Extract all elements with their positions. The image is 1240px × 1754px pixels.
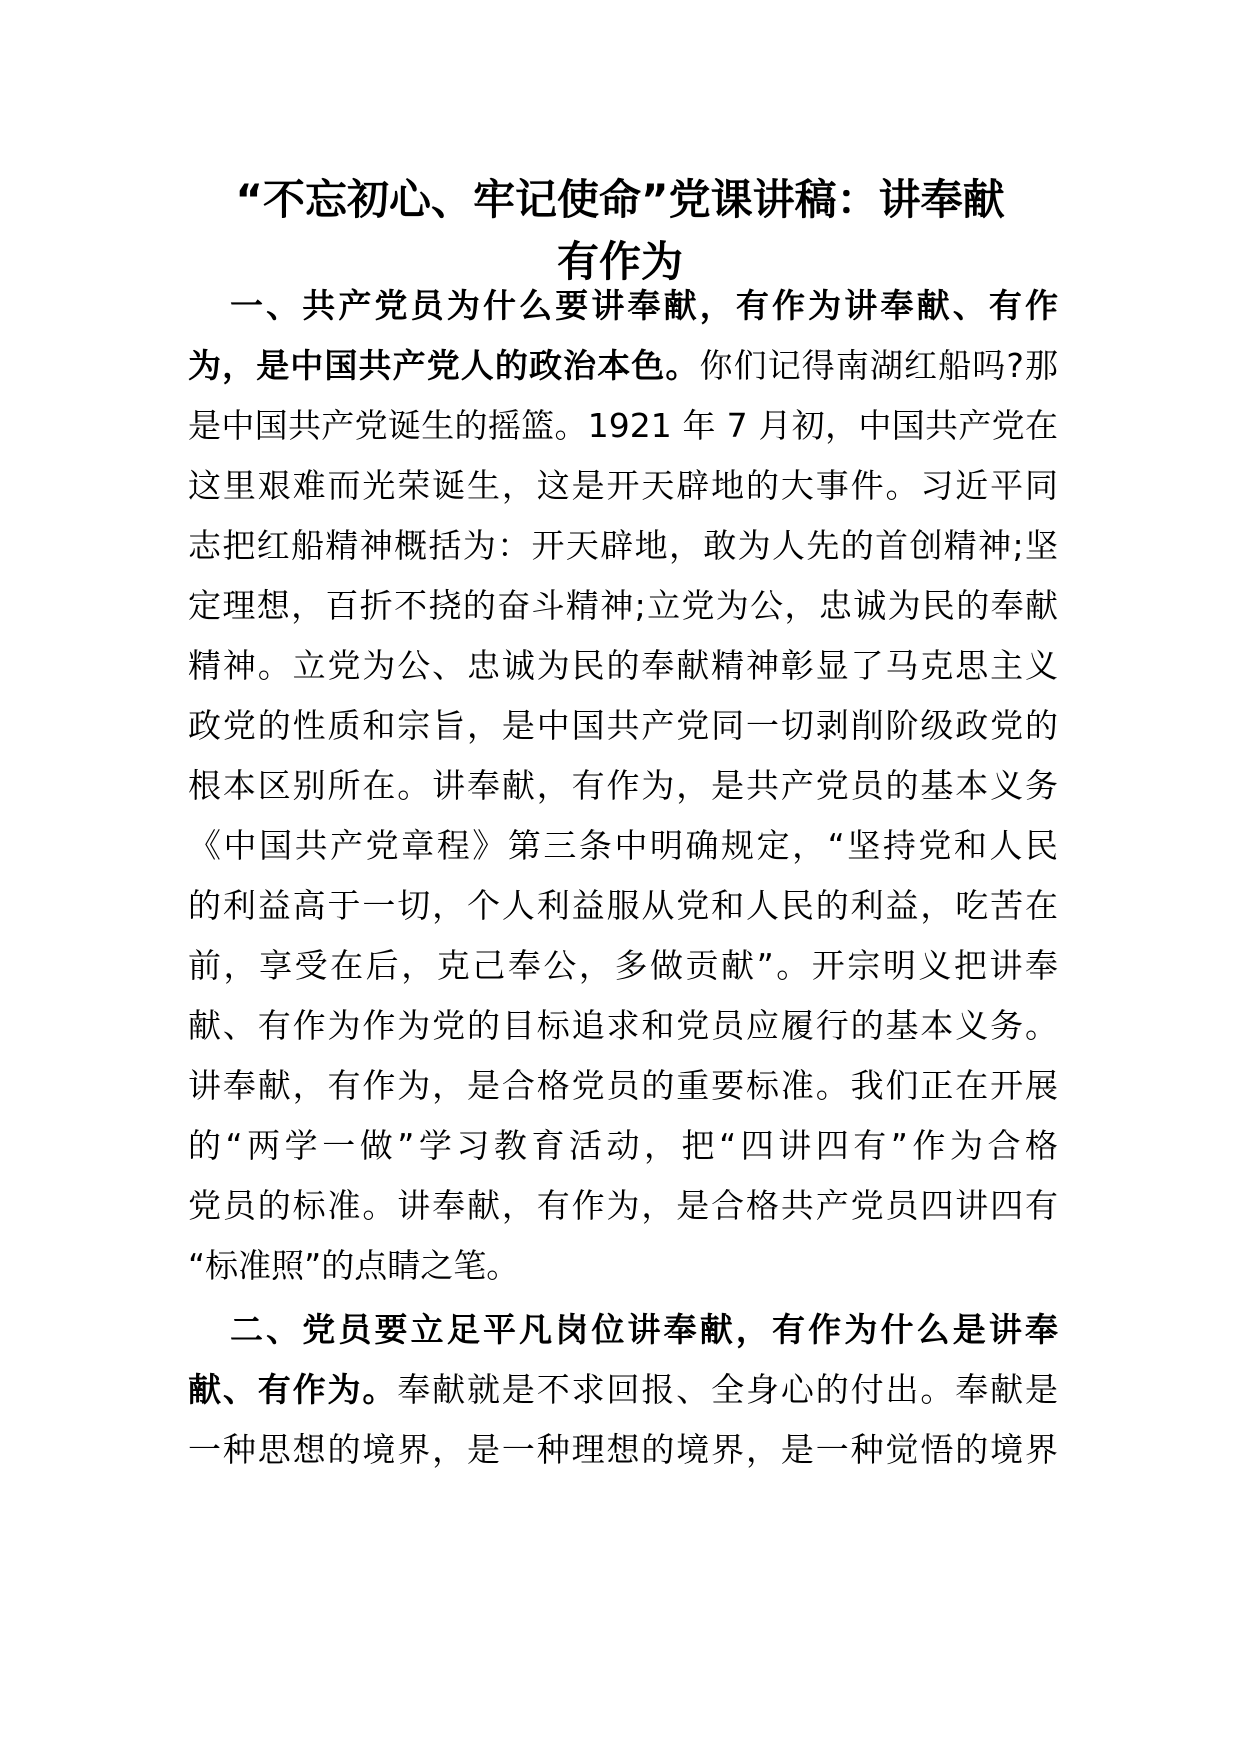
body-text: 根本区别所在。讲奉献，有作为，是共产党员的基本义务 xyxy=(188,766,1058,805)
body-text: 是中国共产党诞生的摇篮。1921 年 7 月初，中国共产党在 xyxy=(188,406,1058,445)
paragraph-1-line xyxy=(188,1114,1058,1178)
section-heading-text: 二、党员要立足平凡岗位讲奉献，有作为什么是讲奉 xyxy=(230,1310,1058,1349)
paragraph-1-line xyxy=(188,394,1058,458)
body-text: 志把红船精神概括为：开天辟地，敢为人先的首创精神;坚 xyxy=(188,526,1058,565)
section-heading-text: 为，是中国共产党人的政治本色。 xyxy=(188,346,700,385)
body-text: 精神。立党为公、忠诚为民的奉献精神彰显了马克思主义 xyxy=(188,646,1058,685)
document-title-line-2: 有作为 xyxy=(556,237,683,286)
body-text: 定理想，百折不挠的奋斗精神;立党为公，忠诚为民的奉献 xyxy=(188,586,1058,625)
paragraph-1-line xyxy=(188,874,1058,938)
body-text: 讲奉献，有作为，是合格党员的重要标准。我们正在开展 xyxy=(188,1066,1058,1105)
body-text: 的利益高于一切，个人利益服从党和人民的利益，吃苦在 xyxy=(188,886,1058,925)
document-title-line-1: “不忘初心、牢记使命”党课讲稿：讲奉献 xyxy=(235,175,1005,224)
paragraph-1-heading-line xyxy=(230,274,1058,338)
section-heading-text: 献、有作为。 xyxy=(188,1370,398,1409)
paragraph-1-line xyxy=(188,934,1058,998)
body-text: “标准照”的点睛之笔。 xyxy=(188,1246,520,1285)
body-text: 党员的标准。讲奉献，有作为，是合格共产党员四讲四有 xyxy=(188,1186,1058,1225)
paragraph-2-heading-line xyxy=(230,1298,1058,1362)
paragraph-1-line xyxy=(188,814,1058,878)
paragraph-2-line xyxy=(188,1418,1058,1482)
paragraph-1-last-line xyxy=(188,1234,1058,1298)
body-text: 献、有作为作为党的目标追求和党员应履行的基本义务。 xyxy=(188,1006,1058,1045)
paragraph-1-line xyxy=(188,694,1058,758)
paragraph-1-line xyxy=(188,1054,1058,1118)
paragraph-2-line xyxy=(188,1358,1058,1422)
paragraph-1-line xyxy=(188,1174,1058,1238)
body-text: 的“两学一做”学习教育活动，把“四讲四有”作为合格 xyxy=(188,1126,1058,1165)
paragraph-1-line xyxy=(188,454,1058,518)
paragraph-1-line xyxy=(188,334,1058,398)
paragraph-1-line xyxy=(188,994,1058,1058)
body-text: 前，享受在后，克己奉公，多做贡献”。开宗明义把讲奉 xyxy=(188,946,1058,985)
paragraph-1-line xyxy=(188,574,1058,638)
body-text: 这里艰难而光荣诞生，这是开天辟地的大事件。习近平同 xyxy=(188,466,1058,505)
body-text: 你们记得南湖红船吗?那 xyxy=(699,346,1058,385)
paragraph-1-line xyxy=(188,634,1058,698)
body-text: 《中国共产党章程》第三条中明确规定，“坚持党和人民 xyxy=(188,826,1058,865)
body-text: 奉献就是不求回报、全身心的付出。奉献是 xyxy=(397,1370,1058,1409)
paragraph-1-line xyxy=(188,754,1058,818)
body-text: 一种思想的境界，是一种理想的境界，是一种觉悟的境界 xyxy=(188,1430,1058,1469)
paragraph-1-line xyxy=(188,514,1058,578)
section-heading-text: 一、共产党员为什么要讲奉献，有作为讲奉献、有作 xyxy=(230,286,1058,325)
body-text: 政党的性质和宗旨，是中国共产党同一切剥削阶级政党的 xyxy=(188,706,1058,745)
